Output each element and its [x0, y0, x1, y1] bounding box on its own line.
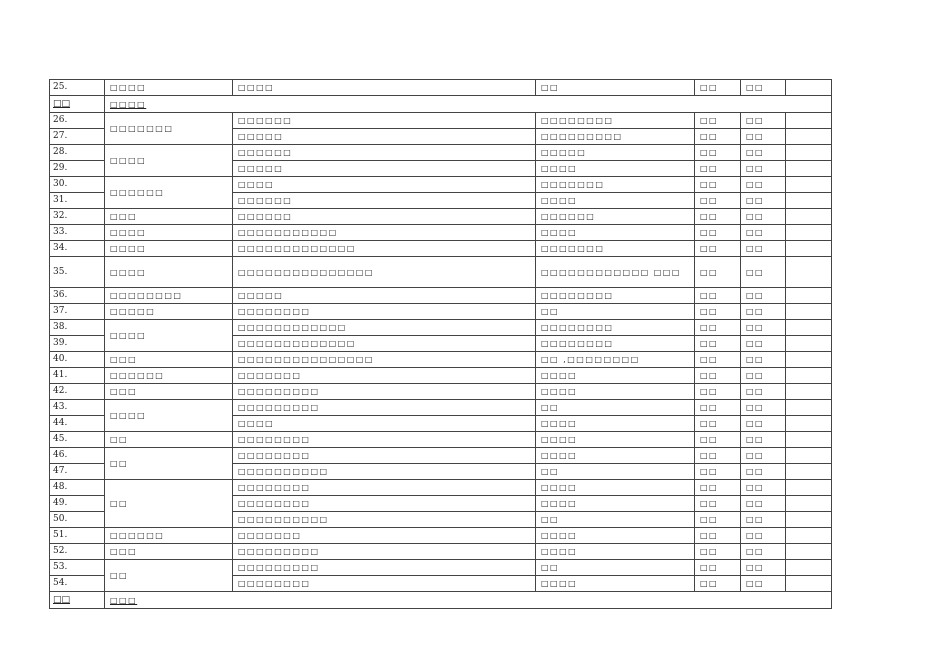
requirement-cell: □□□□□□□ — [536, 177, 695, 193]
item-cell: □□□□□□ — [233, 193, 536, 209]
result-cell: □□ — [695, 113, 741, 129]
blank-cell — [786, 416, 832, 432]
blank-cell — [786, 225, 832, 241]
result-cell: □□ — [695, 320, 741, 336]
table-row — [50, 241, 832, 257]
requirement-cell: □□□□ — [536, 496, 695, 512]
row-number: 39. — [50, 336, 105, 352]
row-number: 35. — [50, 257, 105, 288]
item-cell: □□□□□□□□□□□□□□□ — [233, 352, 536, 368]
requirement-cell: □□□□ — [536, 528, 695, 544]
requirement-cell: □□□□ — [536, 480, 695, 496]
item-cell: □□□□ — [233, 416, 536, 432]
remark-cell: □□ — [741, 480, 786, 496]
remark-cell: □□ — [741, 113, 786, 129]
remark-cell: □□ — [741, 320, 786, 336]
result-cell: □□ — [695, 432, 741, 448]
remark-cell: □□ — [741, 432, 786, 448]
blank-cell — [786, 177, 832, 193]
result-cell: □□ — [695, 336, 741, 352]
requirement-cell: □□□□ — [536, 416, 695, 432]
item-cell: □□□□□ — [233, 288, 536, 304]
blank-cell — [786, 560, 832, 576]
item-cell: □□□□□ — [233, 129, 536, 145]
row-number: 27. — [50, 129, 105, 145]
requirement-cell: □□□□ — [536, 384, 695, 400]
table-row — [50, 400, 832, 416]
blank-cell — [786, 480, 832, 496]
remark-cell: □□ — [741, 336, 786, 352]
item-cell: □□□□□□□□ — [233, 448, 536, 464]
table-row — [50, 145, 832, 161]
category-cell: □□□□□□ — [105, 528, 233, 544]
requirement-cell: □□□□□□□□ — [536, 336, 695, 352]
result-cell: □□ — [695, 528, 741, 544]
category-cell: □□□ — [105, 384, 233, 400]
row-number: 37. — [50, 304, 105, 320]
item-cell: □□□□□□□□□□□□ — [233, 320, 536, 336]
remark-cell: □□ — [741, 129, 786, 145]
table-row — [50, 448, 832, 464]
result-cell: □□ — [695, 368, 741, 384]
table-row — [50, 257, 832, 288]
result-cell: □□ — [695, 464, 741, 480]
row-number: 36. — [50, 288, 105, 304]
row-number: 38. — [50, 320, 105, 336]
remark-cell: □□ — [741, 400, 786, 416]
table-row — [50, 368, 832, 384]
item-cell: □□□□□□□□ — [233, 432, 536, 448]
requirement-cell: □□□□ — [536, 544, 695, 560]
row-number: 33. — [50, 225, 105, 241]
category-cell: □□□ — [105, 352, 233, 368]
remark-cell: □□ — [741, 177, 786, 193]
requirement-cell: □□□□□□□□□ — [536, 129, 695, 145]
requirement-cell: □□ — [536, 304, 695, 320]
blank-cell — [786, 336, 832, 352]
remark-cell: □□ — [741, 161, 786, 177]
blank-cell — [786, 161, 832, 177]
row-number: 47. — [50, 464, 105, 480]
table-row — [50, 304, 832, 320]
category-cell: □□□□□ — [105, 304, 233, 320]
remark-cell: □□ — [741, 512, 786, 528]
row-number: 45. — [50, 432, 105, 448]
requirement-cell: □□□□□□ — [536, 209, 695, 225]
remark-cell: □□ — [741, 209, 786, 225]
remark-cell: □□ — [741, 384, 786, 400]
category-cell: □□□□ — [105, 145, 233, 177]
requirement-cell: □□□□ — [536, 432, 695, 448]
requirement-cell: □□ — [536, 560, 695, 576]
item-cell: □□□□□□□□□□□□□ — [233, 336, 536, 352]
blank-cell — [786, 576, 832, 592]
item-cell: □□□□□□□□□□ — [233, 512, 536, 528]
item-cell: □□□□□□ — [233, 145, 536, 161]
requirement-cell: □□□□□□□□□□□□ □□□ — [536, 257, 695, 288]
requirement-cell: □□□□□ — [536, 145, 695, 161]
remark-cell: □□ — [741, 80, 786, 96]
remark-cell: □□ — [741, 416, 786, 432]
section-row — [50, 96, 832, 113]
result-cell: □□ — [695, 80, 741, 96]
item-cell: □□□□□□ — [233, 113, 536, 129]
requirement-cell: □□□□ — [536, 161, 695, 177]
category-cell: □□ — [105, 560, 233, 592]
blank-cell — [786, 320, 832, 336]
row-number: 26. — [50, 113, 105, 129]
item-cell: □□□□□□□□ — [233, 304, 536, 320]
requirement-cell: □□□□□□□□ — [536, 113, 695, 129]
item-cell: □□□□ — [233, 177, 536, 193]
category-cell: □□□□□□□ — [105, 113, 233, 145]
result-cell: □□ — [695, 400, 741, 416]
row-number: 46. — [50, 448, 105, 464]
blank-cell — [786, 352, 832, 368]
category-cell: □□□□ — [105, 80, 233, 96]
result-cell: □□ — [695, 480, 741, 496]
section-number: □□ — [50, 592, 105, 609]
blank-cell — [786, 145, 832, 161]
item-cell: □□□□□□□□□□□ — [233, 225, 536, 241]
category-cell: □□□□□□ — [105, 177, 233, 209]
remark-cell: □□ — [741, 528, 786, 544]
blank-cell — [786, 257, 832, 288]
blank-cell — [786, 544, 832, 560]
item-cell: □□□□□□□□ — [233, 576, 536, 592]
result-cell: □□ — [695, 193, 741, 209]
table-row — [50, 432, 832, 448]
blank-cell — [786, 512, 832, 528]
category-cell: □□ — [105, 448, 233, 480]
blank-cell — [786, 400, 832, 416]
category-cell: □□ — [105, 480, 233, 528]
result-cell: □□ — [695, 129, 741, 145]
result-cell: □□ — [695, 416, 741, 432]
row-number: 44. — [50, 416, 105, 432]
category-cell: □□□□ — [105, 320, 233, 352]
section-title: □□□□ — [105, 96, 832, 113]
remark-cell: □□ — [741, 288, 786, 304]
table-row — [50, 560, 832, 576]
category-cell: □□□ — [105, 209, 233, 225]
blank-cell — [786, 193, 832, 209]
blank-cell — [786, 528, 832, 544]
blank-cell — [786, 129, 832, 145]
requirement-cell: □□□□□□□ — [536, 241, 695, 257]
row-number: 29. — [50, 161, 105, 177]
row-number: 34. — [50, 241, 105, 257]
category-cell: □□□□ — [105, 225, 233, 241]
section-row — [50, 592, 832, 609]
result-cell: □□ — [695, 560, 741, 576]
category-cell: □□□ — [105, 544, 233, 560]
result-cell: □□ — [695, 384, 741, 400]
inspection-table — [49, 79, 832, 609]
item-cell: □□□□□□□□□□□□□ — [233, 241, 536, 257]
row-number: 50. — [50, 512, 105, 528]
remark-cell: □□ — [741, 304, 786, 320]
result-cell: □□ — [695, 352, 741, 368]
item-cell: □□□□□□□□□□ — [233, 464, 536, 480]
item-cell: □□□□□□□ — [233, 368, 536, 384]
table-row — [50, 480, 832, 496]
result-cell: □□ — [695, 496, 741, 512]
result-cell: □□ — [695, 544, 741, 560]
remark-cell: □□ — [741, 576, 786, 592]
requirement-cell: □□ — [536, 464, 695, 480]
blank-cell — [786, 304, 832, 320]
table-row — [50, 225, 832, 241]
table-row — [50, 352, 832, 368]
remark-cell: □□ — [741, 352, 786, 368]
row-number: 53. — [50, 560, 105, 576]
row-number: 40. — [50, 352, 105, 368]
table-row — [50, 80, 832, 96]
result-cell: □□ — [695, 512, 741, 528]
row-number: 51. — [50, 528, 105, 544]
requirement-cell: □□□□□□□□ — [536, 320, 695, 336]
item-cell: □□□□□□□□□□□□□□□ — [233, 257, 536, 288]
remark-cell: □□ — [741, 560, 786, 576]
result-cell: □□ — [695, 304, 741, 320]
item-cell: □□□□□□□□□ — [233, 384, 536, 400]
remark-cell: □□ — [741, 496, 786, 512]
result-cell: □□ — [695, 448, 741, 464]
blank-cell — [786, 241, 832, 257]
blank-cell — [786, 368, 832, 384]
requirement-cell: □□ ,□□□□□□□□ — [536, 352, 695, 368]
result-cell: □□ — [695, 161, 741, 177]
result-cell: □□ — [695, 241, 741, 257]
table-row — [50, 209, 832, 225]
blank-cell — [786, 448, 832, 464]
requirement-cell: □□□□ — [536, 576, 695, 592]
result-cell: □□ — [695, 145, 741, 161]
row-number: 48. — [50, 480, 105, 496]
remark-cell: □□ — [741, 448, 786, 464]
row-number: 30. — [50, 177, 105, 193]
result-cell: □□ — [695, 177, 741, 193]
blank-cell — [786, 384, 832, 400]
remark-cell: □□ — [741, 257, 786, 288]
row-number: 32. — [50, 209, 105, 225]
blank-cell — [786, 288, 832, 304]
table-row — [50, 113, 832, 129]
blank-cell — [786, 80, 832, 96]
remark-cell: □□ — [741, 225, 786, 241]
remark-cell: □□ — [741, 464, 786, 480]
category-cell: □□□□ — [105, 400, 233, 432]
section-number: □□ — [50, 96, 105, 113]
item-cell: □□□□□□□□ — [233, 480, 536, 496]
item-cell: □□□□□□□□ — [233, 496, 536, 512]
result-cell: □□ — [695, 257, 741, 288]
table-row — [50, 320, 832, 336]
table-row — [50, 177, 832, 193]
item-cell: □□□□□□□□□ — [233, 400, 536, 416]
item-cell: □□□□ — [233, 80, 536, 96]
item-cell: □□□□□□□ — [233, 528, 536, 544]
requirement-cell: □□□□ — [536, 368, 695, 384]
result-cell: □□ — [695, 288, 741, 304]
row-number: 54. — [50, 576, 105, 592]
category-cell: □□□□ — [105, 257, 233, 288]
table-row — [50, 288, 832, 304]
row-number: 43. — [50, 400, 105, 416]
requirement-cell: □□□□ — [536, 225, 695, 241]
requirement-cell: □□ — [536, 80, 695, 96]
requirement-cell: □□□□□□□□ — [536, 288, 695, 304]
remark-cell: □□ — [741, 145, 786, 161]
category-cell: □□□□ — [105, 241, 233, 257]
item-cell: □□□□□□□□□ — [233, 560, 536, 576]
row-number: 41. — [50, 368, 105, 384]
requirement-cell: □□□□ — [536, 193, 695, 209]
category-cell: □□□□□□ — [105, 368, 233, 384]
blank-cell — [786, 209, 832, 225]
table-row — [50, 528, 832, 544]
table-row — [50, 544, 832, 560]
item-cell: □□□□□□□□□ — [233, 544, 536, 560]
row-number: 42. — [50, 384, 105, 400]
category-cell: □□ — [105, 432, 233, 448]
item-cell: □□□□□ — [233, 161, 536, 177]
blank-cell — [786, 464, 832, 480]
section-title: □□□ — [105, 592, 832, 609]
row-number: 52. — [50, 544, 105, 560]
remark-cell: □□ — [741, 368, 786, 384]
blank-cell — [786, 496, 832, 512]
blank-cell — [786, 432, 832, 448]
table-row — [50, 384, 832, 400]
row-number: 28. — [50, 145, 105, 161]
remark-cell: □□ — [741, 544, 786, 560]
result-cell: □□ — [695, 225, 741, 241]
requirement-cell: □□ — [536, 400, 695, 416]
remark-cell: □□ — [741, 193, 786, 209]
blank-cell — [786, 113, 832, 129]
requirement-cell: □□□□ — [536, 448, 695, 464]
requirement-cell: □□ — [536, 512, 695, 528]
result-cell: □□ — [695, 576, 741, 592]
item-cell: □□□□□□ — [233, 209, 536, 225]
row-number: 49. — [50, 496, 105, 512]
category-cell: □□□□□□□□ — [105, 288, 233, 304]
row-number: 31. — [50, 193, 105, 209]
row-number: 25. — [50, 80, 105, 96]
remark-cell: □□ — [741, 241, 786, 257]
result-cell: □□ — [695, 209, 741, 225]
